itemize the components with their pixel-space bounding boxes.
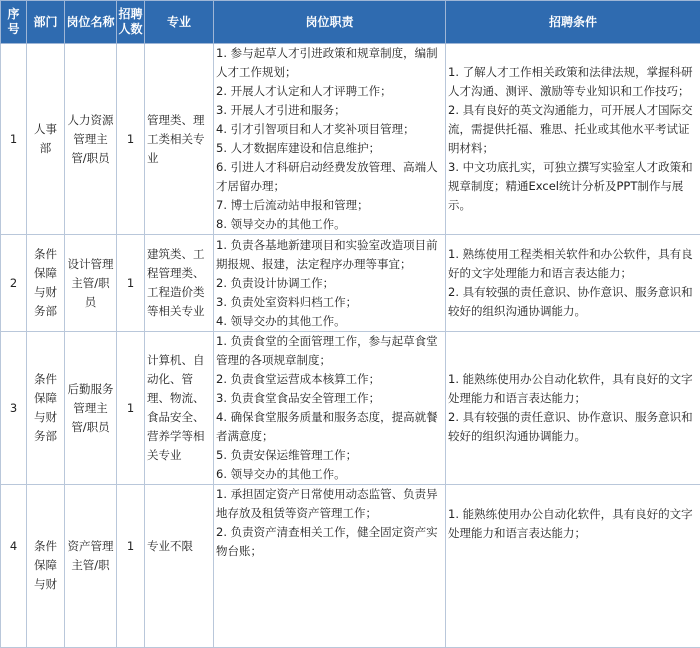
duty-item: 2. 开展人才认定和人才评聘工作； bbox=[216, 82, 443, 101]
cell-title: 设计管理主管/职员 bbox=[65, 235, 117, 332]
duty-item: 1. 承担固定资产日常使用动态监管、负责异地存放及租赁等资产管理工作； bbox=[216, 485, 443, 523]
cell-seq: 2 bbox=[1, 235, 27, 332]
table-row bbox=[1, 235, 700, 332]
cell-major: 计算机、自动化、管理、物流、食品安全、营养学等相关专业 bbox=[145, 332, 214, 485]
duty-item: 2. 负责食堂运营成本核算工作； bbox=[216, 370, 443, 389]
duty-item: 1. 参与起草人才引进政策和规章制度，编制人才工作规划； bbox=[216, 44, 443, 82]
cell-major: 建筑类、工程管理类、工程造价类等相关专业 bbox=[145, 235, 214, 332]
header-row bbox=[1, 1, 700, 44]
req-item: 1. 能熟练使用办公自动化软件，具有良好的文字处理能力和语言表达能力； bbox=[448, 370, 698, 408]
cell-duties bbox=[214, 485, 446, 648]
cell-title: 人力资源管理主管/职员 bbox=[65, 44, 117, 235]
header-seq: 序号 bbox=[1, 1, 27, 44]
req-item: 1. 了解人才工作相关政策和法律法规，掌握科研人才沟通、测评、激励等专业知识和工作技巧； bbox=[448, 63, 698, 101]
cell-num: 1 bbox=[117, 485, 145, 648]
cell-major: 专业不限 bbox=[145, 485, 214, 648]
duty-item: 4. 领导交办的其他工作。 bbox=[216, 312, 443, 331]
cell-seq: 4 bbox=[1, 485, 27, 648]
cell-dept: 条件保障与财务部 bbox=[27, 332, 65, 485]
cell-duties bbox=[214, 235, 446, 332]
cell-major: 管理类、理工类相关专业 bbox=[145, 44, 214, 235]
req-item: 3. 中文功底扎实，可独立撰写实验室人才政策和规章制度；精通Excel统计分析及PPT制作与展示。 bbox=[448, 158, 698, 215]
cell-seq: 3 bbox=[1, 332, 27, 485]
header-duties: 岗位职责 bbox=[214, 1, 446, 44]
header-dept: 部门 bbox=[27, 1, 65, 44]
req-item: 2. 具有较强的责任意识、协作意识、服务意识和较好的组织沟通协调能力。 bbox=[448, 408, 698, 446]
cell-dept: 条件保障与财务部 bbox=[27, 235, 65, 332]
cell-reqs bbox=[446, 485, 700, 648]
req-item: 1. 熟练使用工程类相关软件和办公软件，具有良好的文字处理能力和语言表达能力； bbox=[448, 245, 698, 283]
req-item: 2. 具有较强的责任意识、协作意识、服务意识和较好的组织沟通协调能力。 bbox=[448, 283, 698, 321]
duty-item: 1. 负责食堂的全面管理工作，参与起草食堂管理的各项规章制度； bbox=[216, 332, 443, 370]
duty-item: 5. 负责安保运维管理工作； bbox=[216, 446, 443, 465]
cell-title: 后勤服务管理主管/职员 bbox=[65, 332, 117, 485]
cell-dept: 人事部 bbox=[27, 44, 65, 235]
cell-num: 1 bbox=[117, 44, 145, 235]
duty-item: 4. 确保食堂服务质量和服务态度，提高就餐者满意度； bbox=[216, 408, 443, 446]
req-item: 1. 能熟练使用办公自动化软件，具有良好的文字处理能力和语言表达能力； bbox=[448, 505, 698, 543]
duty-item: 6. 引进人才科研启动经费发放管理、高端人才居留办理； bbox=[216, 158, 443, 196]
cell-dept: 条件保障与财 bbox=[27, 485, 65, 648]
header-title: 岗位名称 bbox=[65, 1, 117, 44]
header-reqs: 招聘条件 bbox=[446, 1, 700, 44]
cell-duties bbox=[214, 332, 446, 485]
header-num: 招聘人数 bbox=[117, 1, 145, 44]
table-row bbox=[1, 44, 700, 235]
req-item: 2. 具有良好的英文沟通能力，可开展人才国际交流，需提供托福、雅思、托业或其他水平考试证明材料； bbox=[448, 101, 698, 158]
duty-item: 3. 开展人才引进和服务； bbox=[216, 101, 443, 120]
cell-title: 资产管理主管/职 bbox=[65, 485, 117, 648]
cell-reqs bbox=[446, 332, 700, 485]
cell-reqs bbox=[446, 235, 700, 332]
duty-item: 1. 负责各基地新建项目和实验室改造项目前期报规、报建，法定程序办理等事宜； bbox=[216, 236, 443, 274]
duty-item: 2. 负责设计协调工作； bbox=[216, 274, 443, 293]
duty-item: 4. 引才引智项目和人才奖补项目管理； bbox=[216, 120, 443, 139]
cell-seq: 1 bbox=[1, 44, 27, 235]
duty-item: 8. 领导交办的其他工作。 bbox=[216, 215, 443, 234]
header-major: 专业 bbox=[145, 1, 214, 44]
cell-num: 1 bbox=[117, 332, 145, 485]
cell-reqs bbox=[446, 44, 700, 235]
table-row bbox=[1, 485, 700, 648]
duty-item: 3. 负责食堂食品安全管理工作； bbox=[216, 389, 443, 408]
duty-item: 5. 人才数据库建设和信息维护； bbox=[216, 139, 443, 158]
duty-item: 6. 领导交办的其他工作。 bbox=[216, 465, 443, 484]
duty-item: 2. 负责资产清查相关工作，健全固定资产实物台账； bbox=[216, 523, 443, 561]
duty-item: 3. 负责处室资料归档工作； bbox=[216, 293, 443, 312]
cell-duties bbox=[214, 44, 446, 235]
table-row bbox=[1, 332, 700, 485]
cell-num: 1 bbox=[117, 235, 145, 332]
duty-item: 7. 博士后流动站申报和管理； bbox=[216, 196, 443, 215]
